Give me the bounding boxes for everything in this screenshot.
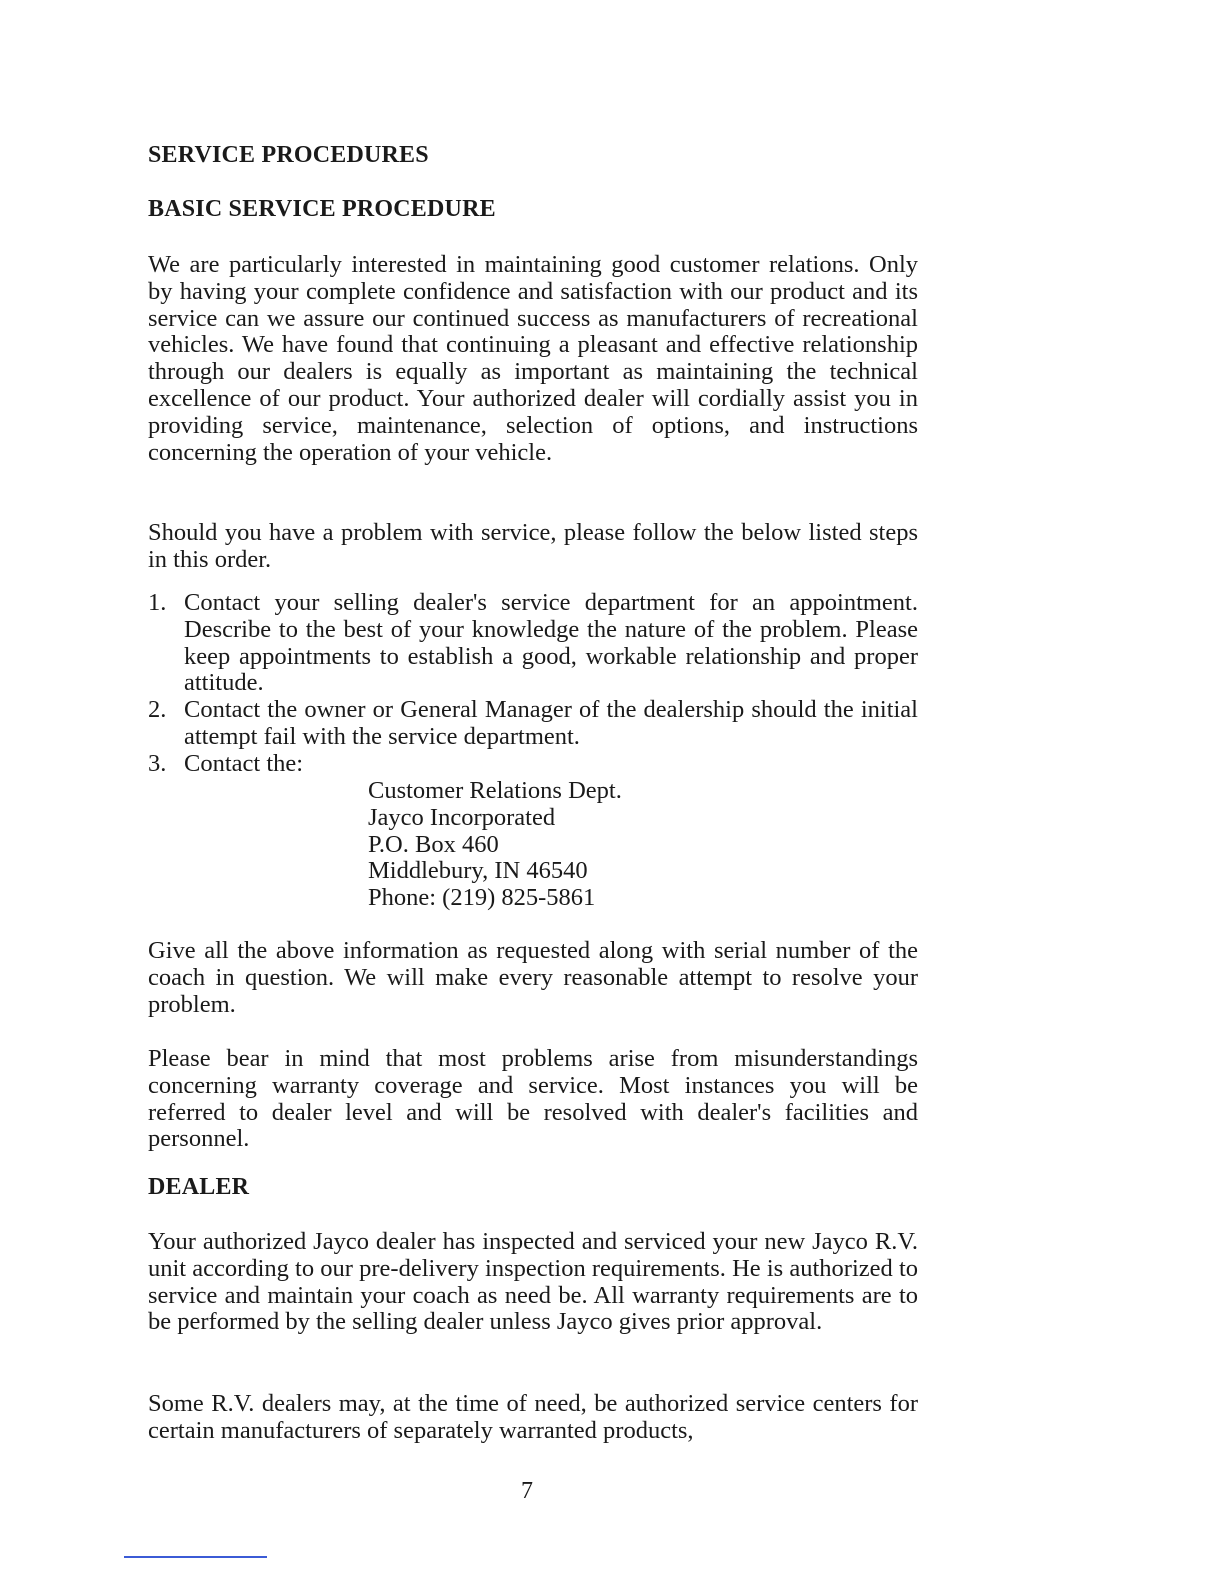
- step-number: 2.: [148, 696, 167, 723]
- step-text: Contact your selling dealer's service department for an appointment. Describe to the best of your knowledge the nature of the problem. Please keep appointments to establish a good, workable relationship and proper attitude.: [184, 589, 918, 697]
- step-text: Contact the:: [184, 750, 304, 777]
- address-line-city: Middlebury, IN 46540: [368, 857, 588, 885]
- address-line-department: Customer Relations Dept.: [368, 777, 622, 804]
- dealer-heading: DEALER: [148, 1174, 250, 1200]
- step-item-1: [148, 590, 918, 697]
- page-title: SERVICE PROCEDURES: [148, 142, 429, 168]
- page-number: 7: [521, 1478, 533, 1504]
- contact-address-block: [368, 778, 622, 912]
- step-number: 3.: [148, 750, 167, 777]
- basic-service-heading: BASIC SERVICE PROCEDURE: [148, 196, 496, 222]
- basic-service-paragraph-1: We are particularly interested in maintaining good customer relations. Only by having your complete confidence and satisfaction with our product and its service can we assure our continued success as manufacturers of recreational vehicles. We have found that continuing a pleasant and effective relationship through our dealers is equally as important as maintaining the technical excellence of our product. Your authorized dealer will cordially assist you in providing service, maintenance, selection of options, and instructions concerning the operation of your vehicle.: [148, 251, 918, 466]
- step-text: Contact the owner or General Manager of the dealership should the initial attempt fail with the service department.: [184, 696, 918, 750]
- address-line-po-box: P.O. Box 460: [368, 830, 499, 858]
- dealer-paragraph-1: Your authorized Jayco dealer has inspected and serviced your new Jayco R.V. unit according to our pre-delivery inspection requirements. He is authorized to service and maintain your coach as need be. All warranty requirements are to be performed by the selling dealer unless Jayco gives prior approval.: [148, 1228, 918, 1336]
- basic-service-paragraph-3: Give all the above information as requested along with serial number of the coach in question. We will make every reasonable attempt to resolve your problem.: [148, 937, 918, 1018]
- footer-rule: [124, 1556, 267, 1558]
- step-item-2: [148, 697, 918, 751]
- basic-service-paragraph-2: Should you have a problem with service, please follow the below listed steps in this order.: [148, 519, 918, 573]
- dealer-paragraph-2: Some R.V. dealers may, at the time of need, be authorized service centers for certain manufacturers of separately warranted products,: [148, 1390, 918, 1444]
- step-number: 1.: [148, 589, 167, 616]
- step-item-3: [148, 751, 918, 778]
- basic-service-paragraph-4: Please bear in mind that most problems arise from misunderstandings concerning warranty coverage and service. Most instances you will be referred to dealer level and will be resolved with dealer's facilities and personnel.: [148, 1045, 918, 1153]
- address-line-company: Jayco Incorporated: [368, 803, 556, 831]
- address-line-phone: Phone: (219) 825-5861: [368, 884, 596, 912]
